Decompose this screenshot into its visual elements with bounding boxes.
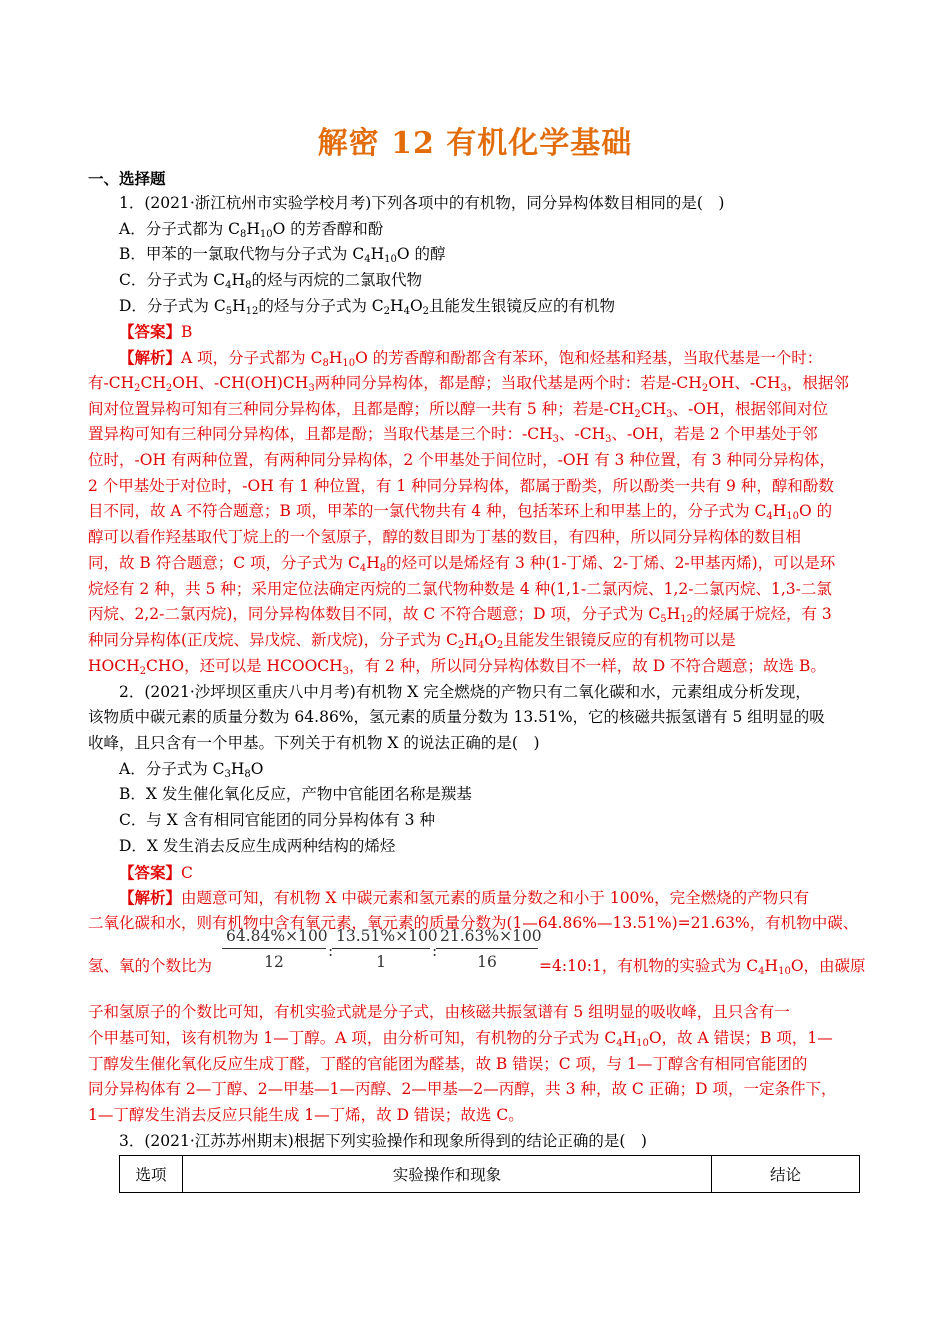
fraction-hydrogen: $\frac{13.51\%\times 100}{1}$	[332, 927, 430, 971]
q2-analysis-line: 同分异构体有 2—丁醇、2—甲基—1—丙醇、2—甲基—2—丙醇，共 3 种，故 C 正确；D 项，一定条件下，	[88, 1080, 837, 1098]
q1-analysis-line: $HOCH_2CHO$，还可以是 $HCOOCH_3$，有 2 种，所以同分异构体数目不一样，故 D 不符合题意；故选 B。	[88, 657, 826, 677]
ratio-colon: :	[432, 942, 438, 960]
q1-analysis-line: 目不同，故 A 不符合题意；B 项，甲苯的一氯代物共有 4 种，包括苯环上和甲基上的，分子式为 $C_4H_{10}O$ 的	[88, 502, 833, 522]
q1-answer: 【答案】B	[119, 322, 193, 341]
q2-analysis-line: 子和氢原子的个数比可知，有机实验式就是分子式，由核磁共振氢谱有 5 组明显的吸收峰，且只含有一	[88, 1003, 790, 1021]
section-heading: 一、选择题	[88, 169, 166, 188]
table-header-cell: 实验操作和现象	[183, 1156, 712, 1193]
q1-option-d: D．分子式为 $C_5H_{12}$的烃与分子式为 $C_2H_4O_2$且能发生银镜反应的有机物	[119, 297, 616, 317]
q2-analysis-line: 二氧化碳和水，则有机物中含有氧元素，氧元素的质量分数为(1—64.86%—13.51%)=21.63%，有机物中碳、	[88, 914, 859, 932]
q2-ratio-formula	[88, 924, 864, 980]
q2-analysis-line: 丁醇发生催化氧化反应生成丁醛，丁醛的官能团为醛基，故 B 错误；C 项，与 1—丁醇含有相同官能团的	[88, 1055, 808, 1073]
q1-analysis-line: 有$-CH_2CH_2OH$、$-CH(OH)CH_3$两种同分异构体，都是醇；当取代基是两个时：若是$-CH_2OH$、$-CH_3$，根据邻	[88, 374, 849, 394]
q2-stem: 2．(2021·沙坪坝区重庆八中月考)有机物 X 完全燃烧的产物只有二氧化碳和水，元素组成分析发现，	[119, 683, 811, 701]
page-title: 解密 12 有机化学基础	[317, 126, 633, 161]
q1-analysis-line: 置异构可知有三种同分异构体，且都是酚；当取代基是三个时：$-CH_3$、$-CH_3$、-OH，若是 2 个甲基处于邻	[88, 425, 818, 445]
q1-analysis-line: 烷烃有 2 种，共 5 种；采用定位法确定丙烷的二氯代物种数是 4 种(1,1-二氯丙烷、1,2-二氯丙烷、1,3-二氯	[88, 580, 832, 598]
fraction-carbon: $\frac{64.84\%\times 100}{12}$	[222, 927, 326, 971]
q2-stem: 该物质中碳元素的质量分数为 64.86%，氢元素的质量分数为 13.51%，它的核磁共振氢谱有 5 组明显的吸	[88, 708, 825, 726]
q2-option-c: C．与 X 含有相同官能团的同分异构体有 3 种	[119, 811, 435, 829]
ratio-colon: :	[328, 942, 334, 960]
q3-table	[119, 1155, 860, 1193]
q2-answer: 【答案】C	[119, 863, 193, 882]
q2-analysis-line: 个甲基可知，该有机物为 1—丁醇。A 项，由分析可知，有机物的分子式为 $C_4H_{10}O$，故 A 错误；B 项，1—	[88, 1029, 833, 1049]
ratio-lead: 氢、氧的个数比为	[88, 957, 213, 975]
table-header-row	[120, 1156, 860, 1193]
table-header-cell: 选项	[120, 1156, 183, 1193]
q2-analysis-line: 1—丁醇发生消去反应只能生成 1—丁烯，故 D 错误；故选 C。	[88, 1106, 524, 1124]
ratio-tail: =4:10:1，有机物的实验式为 $C_4H_{10}O$，由碳原	[539, 957, 866, 977]
q1-stem: 1．(2021·浙江杭州市实验学校月考)下列各项中的有机物，同分异构体数目相同的是( )	[119, 194, 725, 212]
q2-analysis-line: 【解析】由题意可知，有机物 X 中碳元素和氢元素的质量分数之和小于 100%，完全燃烧的产物只有	[119, 888, 810, 907]
q1-analysis-line: 种同分异构体(正戊烷、异戊烷、新戊烷)，分子式为 $C_2H_4O_2$且能发生银镜反应的有机物可以是	[88, 631, 736, 651]
q1-option-c: C．分子式为 $C_4H_8$的烃与丙烷的二氯取代物	[119, 271, 422, 291]
q3-stem: 3．(2021·江苏苏州期末)根据下列实验操作和现象所得到的结论正确的是( )	[119, 1132, 647, 1150]
table-header-cell: 结论	[712, 1156, 860, 1193]
q1-analysis-line: 同，故 B 符合题意；C 项，分子式为 $C_4H_8$的烃可以是烯烃有 3 种(1-丁烯、2-丁烯、2-甲基丙烯)，可以是环	[88, 554, 836, 574]
q1-analysis-line: 丙烷、2,2-二氯丙烷)，同分异构体数目不同，故 C 不符合题意；D 项，分子式为 $C_5H_{12}$的烃属于烷烃，有 3	[88, 605, 832, 625]
q1-analysis-line: 醇可以看作羟基取代丁烷上的一个氢原子，醇的数目即为丁基的数目，有四种，所以同分异构体的数目相	[88, 528, 802, 546]
fraction-oxygen: $\frac{21.63\%\times 100}{16}$	[436, 927, 538, 971]
q1-analysis-line: 间对位置异构可知有三种同分异构体，且都是醇；所以醇一共有 5 种；若是$-CH_2CH_3$、-OH，根据邻间对位	[88, 400, 828, 420]
q2-stem: 收峰，且只含有一个甲基。下列关于有机物 X 的说法正确的是( )	[88, 734, 540, 752]
q1-option-b: B．甲苯的一氯取代物与分子式为 $C_4H_{10}O$ 的醇	[119, 245, 446, 265]
q1-option-a: A．分子式都为 $C_8H_{10}O$ 的芳香醇和酚	[119, 220, 384, 240]
q2-option-a: A．分子式为 $C_3H_8O$	[119, 760, 264, 780]
q2-option-b: B．X 发生催化氧化反应，产物中官能团名称是羰基	[119, 785, 472, 803]
q1-analysis-line: 2 个甲基处于对位时，-OH 有 1 种位置，有 1 种同分异构体，都属于酚类，所以酚类一共有 9 种，醇和酚数	[88, 477, 834, 495]
q1-analysis-line: 位时，-OH 有两种位置，有两种同分异构体，2 个甲基处于间位时，-OH 有 3 种位置，有 3 种同分异构体，	[88, 451, 836, 469]
q1-analysis-line: 【解析】A 项，分子式都为 $C_8H_{10}O$ 的芳香醇和酚都含有苯环，饱和烃基和羟基，当取代基是一个时：	[119, 348, 823, 369]
q2-option-d: D．X 发生消去反应生成两种结构的烯烃	[119, 837, 396, 855]
